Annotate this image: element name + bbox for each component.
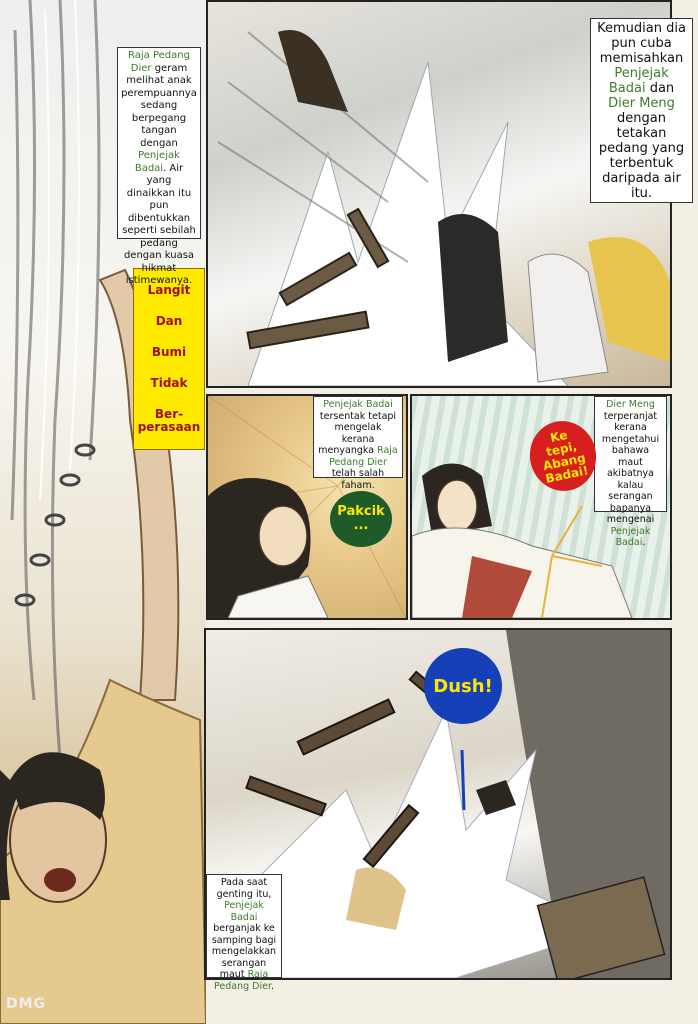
caption-part: Penjejak Badai [323,399,393,410]
speech-bubble-ke-tepi: Ke tepi, Abang Badai! [523,415,602,497]
publisher-logo: DMG [6,996,47,1012]
caption-part: . [642,537,646,548]
caption-part: geram melihat anak perempuannya sedang berpegang tangan dengan [121,62,197,149]
caption-part: Dier Meng [608,96,675,111]
caption-part: tersentak tetapi mengelak kerana menyangka [318,410,397,456]
caption-part: Pada saat genting itu, [216,877,272,900]
speech-bubble-pakcik: Pakcik ... [330,491,392,547]
title-line: Ber- perasaan [137,407,201,434]
caption-part: . [270,980,275,992]
caption-part: dengan tetakan pedang yang terbentuk daripada air itu. [598,111,685,201]
caption-part: Dier Meng [606,399,655,410]
caption-part: Raja Pedang Dier [213,969,271,992]
caption-critical-moment [206,874,282,992]
sound-effect-dush: Dush! [424,648,502,724]
title-line: Dan [155,314,183,328]
caption-part: dan [645,81,675,96]
caption-raja-pedang-angry [117,47,201,286]
caption-part: Raja Pedang Dier [128,50,190,74]
caption-part: Penjejak Badai [224,900,264,923]
title-line: Tidak [150,376,188,390]
caption-part: Penjejak Badai [134,150,180,174]
caption-part: Penjejak Badai [610,525,651,548]
title-line: Bumi [151,345,187,359]
chapter-title-box [133,268,205,450]
caption-dier-meng-startled [594,396,667,548]
caption-part: Raja Pedang Dier [329,445,398,468]
caption-part: Kemudian dia pun cuba memisahkan [597,21,686,66]
title-line: Langit [147,283,191,297]
caption-separate-attack [590,18,693,203]
caption-part: berganjak ke samping bagi mengelakkan serangan maut [211,923,277,980]
caption-part: terperanjat kerana mengetahui bahawa maut akibatnya kalau serangan bapanya mengenai [601,410,660,525]
caption-part: Penjejak Badai [608,66,669,96]
caption-part: telah salah faham. [331,468,385,491]
caption-part: . Air yang dinaikkan itu pun dibentukkan seperti sebilah pedang dengan kuasa hikmat istimewanya. [122,162,196,286]
caption-storm-chaser-startled [313,396,403,491]
